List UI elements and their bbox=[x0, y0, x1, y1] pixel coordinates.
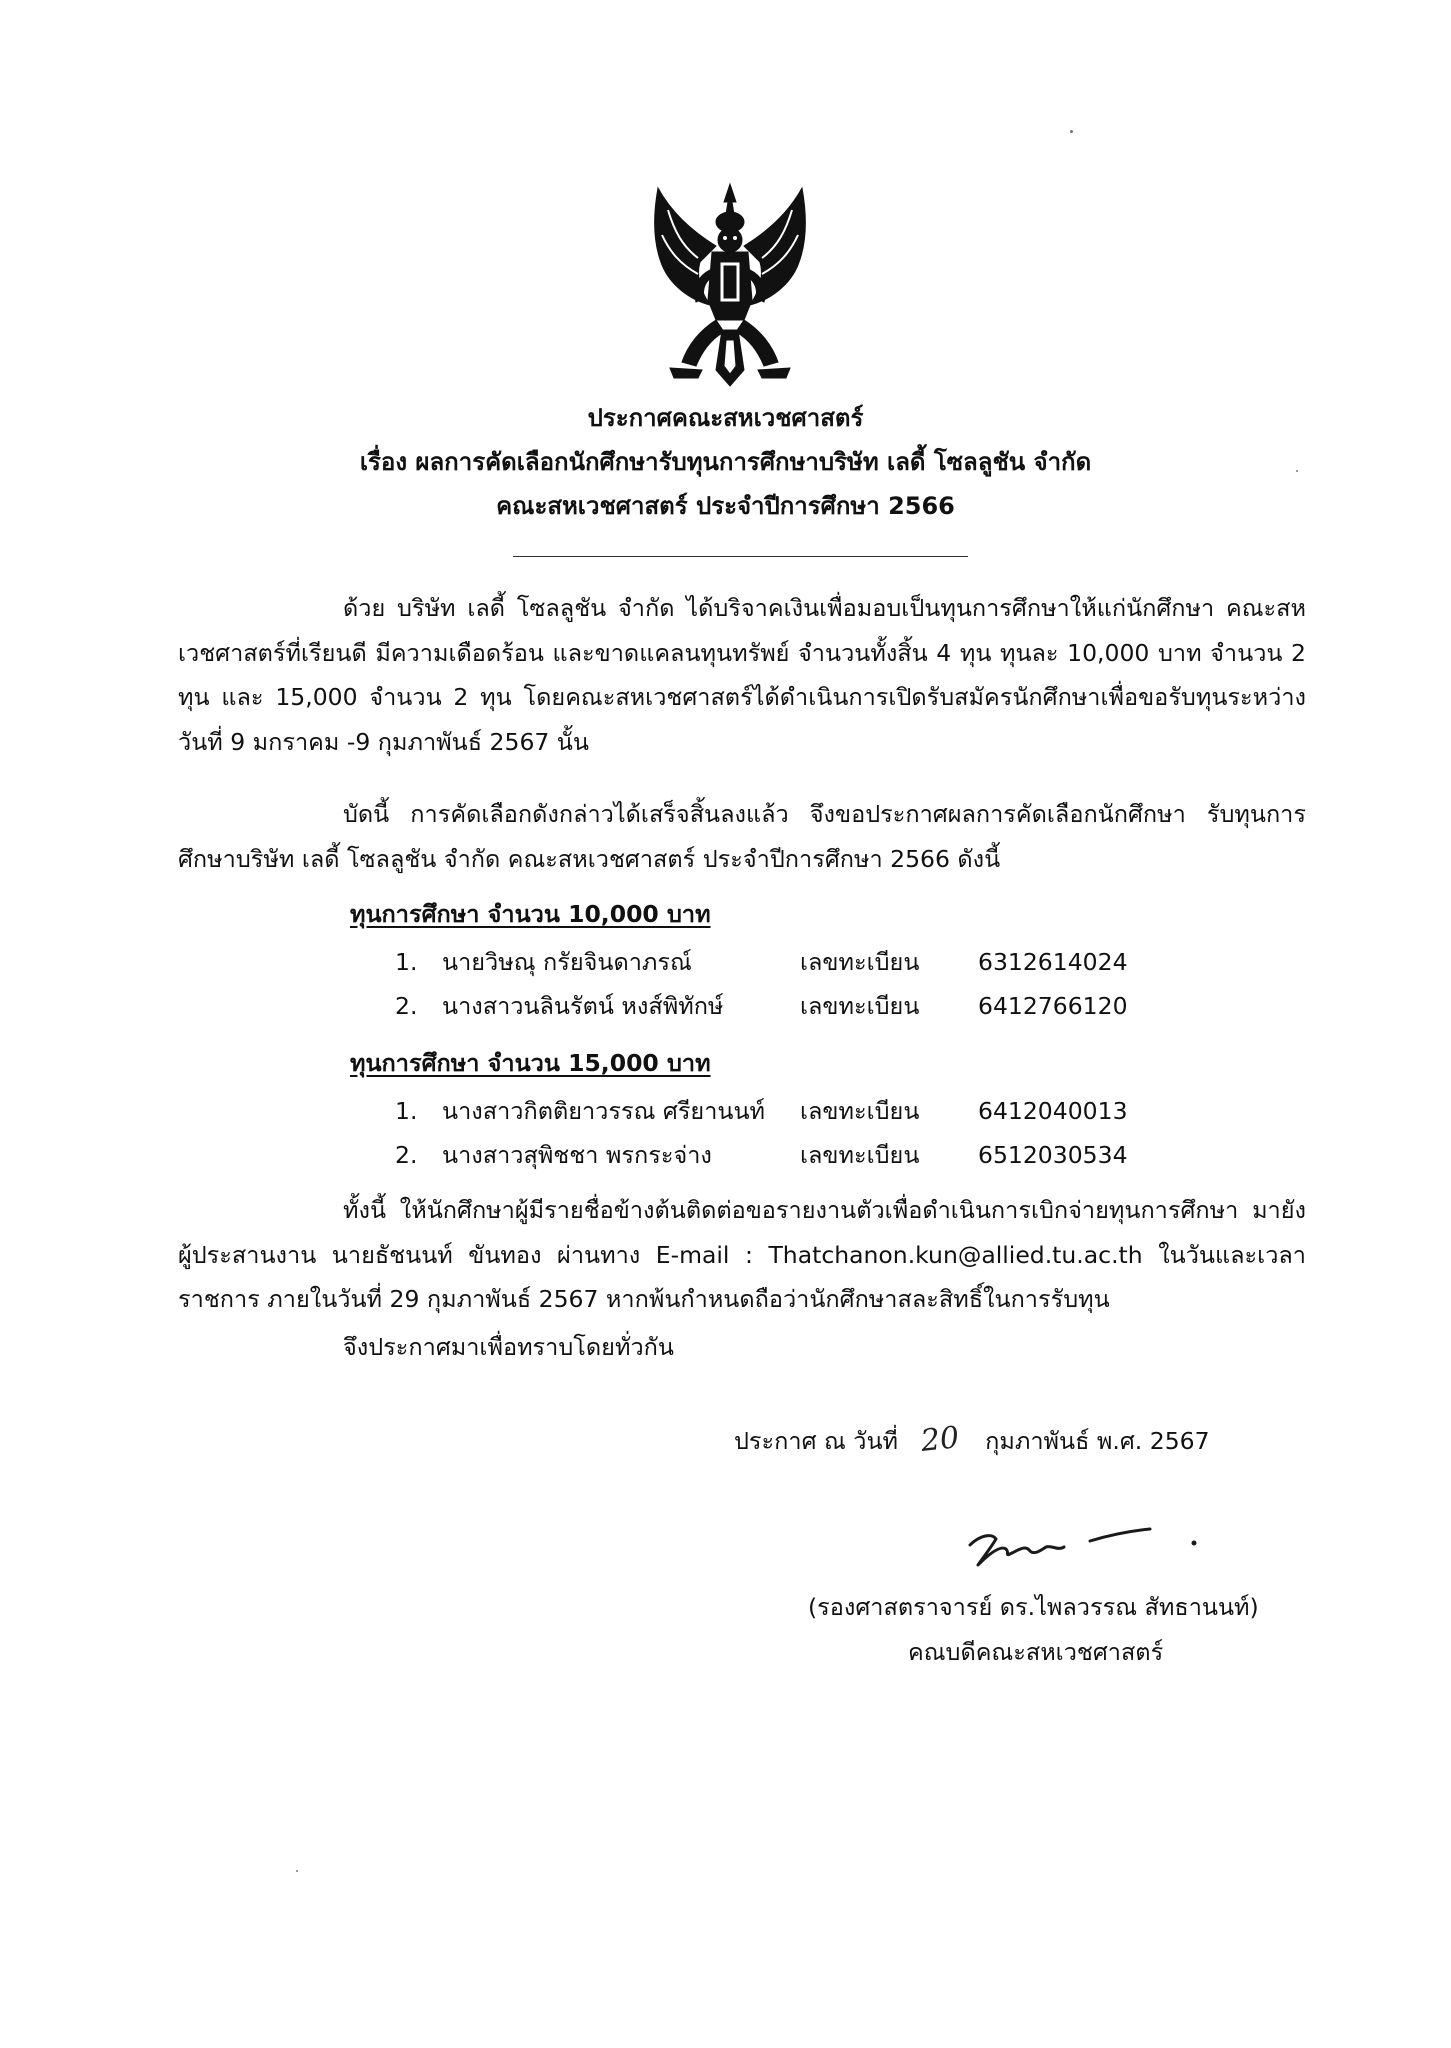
recipient-number: 1. bbox=[395, 1097, 418, 1125]
scan-speck bbox=[296, 1870, 298, 1872]
title-year: คณะสหเวชศาสตร์ ประจำปีการศึกษา 2566 bbox=[496, 492, 955, 520]
garuda-emblem-icon bbox=[640, 180, 820, 390]
instructions-paragraph: ทั้งนี้ ให้นักศึกษาผู้มีรายชื่อข้างต้นติดต่อขอรายงานตัวเพื่อดำเนินการเบิกจ่ายทุนการศึกษา มายังผู้ประสานงาน นายธัชนนท์ ขันทอง ผ่านทาง E-mail : Thatchanon.kun@allied.tu.ac.th ในวันและเวลาราชการ ภายในวันที่ 29 กุมภาพันธ์ 2567 หากพ้นกำหนดถือว่านักศึกษาสละสิทธิ์ในการรับทุน bbox=[178, 1196, 1306, 1313]
registration-label: เลขทะเบียน bbox=[800, 948, 920, 976]
recipient-number: 2. bbox=[395, 1141, 418, 1169]
recipient-name: นางสาวนลินรัตน์ หงส์พิทักษ์ bbox=[442, 992, 724, 1020]
announcement-paragraph: บัดนี้ การคัดเลือกดังกล่าวได้เสร็จสิ้นลงแล้ว จึงขอประกาศผลการคัดเลือกนักศึกษา รับทุนการศึกษาบริษัท เลดี้ โซลลูชัน จำกัด คณะสหเวชศาสตร์ ประจำปีการศึกษา 2566 ดังนี้ bbox=[178, 800, 1306, 873]
signer-position: คณบดีคณะสหเวชศาสตร์ bbox=[908, 1638, 1164, 1666]
recipient-row bbox=[0, 1133, 1451, 1177]
recipient-number: 2. bbox=[395, 992, 418, 1020]
scholarship-heading-10000: ทุนการศึกษา จำนวน 10,000 บาท bbox=[350, 900, 711, 928]
recipient-name: นางสาวกิตติยาวรรณ ศรียานนท์ bbox=[442, 1097, 766, 1125]
registration-number: 6312614024 bbox=[978, 948, 1128, 976]
recipient-name: นายวิษณุ กรัยจินดาภรณ์ bbox=[442, 948, 692, 976]
signature-icon bbox=[960, 1505, 1210, 1575]
scholarship-heading-15000: ทุนการศึกษา จำนวน 15,000 บาท bbox=[350, 1049, 711, 1077]
date-suffix: กุมภาพันธ์ พ.ศ. 2567 bbox=[985, 1427, 1210, 1455]
date-prefix: ประกาศ ณ วันที่ bbox=[734, 1427, 898, 1455]
registration-number: 6412766120 bbox=[978, 992, 1128, 1020]
recipient-row bbox=[0, 1089, 1451, 1133]
handwritten-day: 20 bbox=[919, 1420, 962, 1459]
intro-paragraph: ด้วย บริษัท เลดี้ โซลลูชัน จำกัด ได้บริจาคเงินเพื่อมอบเป็นทุนการศึกษาให้แก่นักศึกษา คณะสหเวชศาสตร์ที่เรียนดี มีความเดือดร้อน และขาดแคลนทุนทรัพย์ จำนวนทั้งสิ้น 4 ทุน ทุนละ 10,000 บาท จำนวน 2 ทุน และ 15,000 จำนวน 2 ทุน โดยคณะสหเวชศาสตร์ได้ดำเนินการเปิดรับสมัครนักศึกษาเพื่อขอรับทุนระหว่างวันที่ 9 มกราคม -9 กุมภาพันธ์ 2567 นั้น bbox=[178, 594, 1306, 756]
recipient-name: นางสาวสุพิชชา พรกระจ่าง bbox=[442, 1141, 712, 1169]
recipient-number: 1. bbox=[395, 948, 418, 976]
registration-label: เลขทะเบียน bbox=[800, 992, 920, 1020]
title-subject: เรื่อง ผลการคัดเลือกนักศึกษารับทุนการศึกษาบริษัท เลดี้ โซลลูชัน จำกัด bbox=[359, 448, 1092, 476]
registration-number: 6412040013 bbox=[978, 1097, 1128, 1125]
announcement-title bbox=[0, 396, 1451, 528]
title-issuer: ประกาศคณะสหเวชศาสตร์ bbox=[587, 404, 864, 432]
signer-name: (รองศาสตราจารย์ ดร.ไพลวรรณ สัทธานนท์) bbox=[808, 1593, 1259, 1621]
title-divider bbox=[513, 556, 968, 557]
closing-paragraph: จึงประกาศมาเพื่อทราบโดยทั่วกัน bbox=[343, 1333, 674, 1361]
registration-label: เลขทะเบียน bbox=[800, 1097, 920, 1125]
registration-label: เลขทะเบียน bbox=[800, 1141, 920, 1169]
recipient-row bbox=[0, 984, 1451, 1028]
recipient-row bbox=[0, 940, 1451, 984]
announcement-date bbox=[734, 1418, 1210, 1463]
scan-speck bbox=[1296, 470, 1298, 472]
scan-speck bbox=[1070, 130, 1073, 133]
registration-number: 6512030534 bbox=[978, 1141, 1128, 1169]
